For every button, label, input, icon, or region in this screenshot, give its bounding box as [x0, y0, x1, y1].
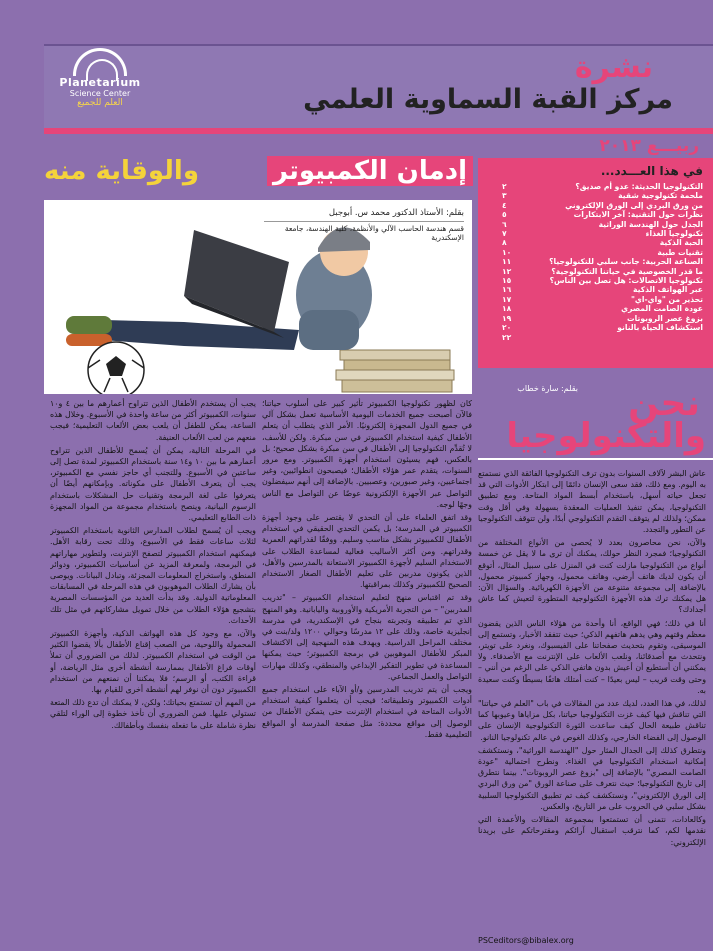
toc-item[interactable] [502, 210, 703, 219]
toc-item-page: ٢٢ [502, 332, 512, 342]
toc-item-page: ١٩ [502, 313, 512, 323]
toc-item-page: ١٠ [502, 247, 512, 257]
main-article-byline [264, 208, 464, 242]
toc-item-label: تكنولوجيا الغذاء [645, 229, 703, 239]
toc-item-label: الحبة الذكية [659, 238, 703, 248]
paragraph: والآن، نحن محاصرون بعدد لا يُحصى من الأنواع المختلفة من التكنولوجيا؛ فمجرد النظر حولك، يمكنك أن ترى ما لا يقل عن خمسة أنواع من التكنولوجيا مازلت كنت في المنزل على سبيل المثال، أتوقع أن يكون لديك هاتف أرضي، وهاتف محمول، وجهاز كمبيوتر محمول، بالإضافة إلى مجموعة متنوعة من الأجهزة الكهربائية. والسؤال الآن: هل يمكنك ترك هذه الأجهزة التكنولوجية المتطورة لتعيش كما عاش أجدادك؟ [478, 538, 706, 615]
toc-item[interactable] [502, 248, 703, 257]
toc-item[interactable] [502, 267, 703, 276]
toc-item-page: ٣ [502, 191, 507, 201]
toc-item-page: ٤ [502, 200, 507, 210]
toc-item-page: ٢٠ [502, 323, 512, 333]
paragraph: ويجب أن يتم تدريب المدرسين و/أو الآباء على استخدام جميع أدوات الكمبيوتر وتطبيقاته؛ فيجب أن يتعلموا كيفية استخدام الأدوات المتاحة في استخدام الإنترنت حتى يتمكن الأطفال من الوصول إلى مواقع محددة: مثل صفحة المدرسة أو المواقع التعليمية فقط. [262, 685, 472, 739]
toc-item[interactable] [502, 295, 703, 304]
toc-item-label: تقنيات طبية [657, 247, 703, 257]
toc-item-page: ٧ [502, 229, 507, 239]
toc-item-label: ملحمة تكنولوجية شقية [618, 191, 703, 201]
editorial-title-line1: نحن [628, 383, 700, 424]
paragraph: وكالعادات، نتمنى أن تستمتعوا بمجموعة المقالات والأعمدة التي نقدمها لكم، كما نترقب استقبال آرائكم ومقترحاتكم على بريدنا الإلكتروني: [478, 815, 706, 847]
toc-item[interactable] [502, 314, 703, 323]
toc-item[interactable] [502, 333, 703, 342]
toc-item-label: الصناعة الحربية: جانب سلبي للتكنولوجيا؟ [549, 257, 703, 267]
paragraph: أنا في ذلك؛ فهي الواقع، أنا وأحدة من هؤلاء الناس الذين يقضون معظم وقتهم وهي يدهم هاتفهم الذكي؛ حيث تتفقد الأخبار، وتستمع إلى الموسيقى، وتقوم بتحديث صفحاتنا على الفيسبوك، ونغرد على تويتر، ونتحدث مع أصدقائنا، ونلعب الألعاب على الإنترنت مع الأصدقاء. ولا يمكنني أن أستطيع أن أعيش بدون هاتفي الذكي على الرغم من أنني – وحتى وقت قريب – ليس بعيدًا – كنت أمتلك هاتفًا بسيطًا وكنت سعيدة به. [478, 618, 706, 695]
toc-item[interactable] [502, 323, 703, 332]
toc-item[interactable] [502, 191, 703, 200]
paragraph: عاش البشر لآلاف السنوات بدون ترف التكنولوجيا الفائقة الذي نستمتع به اليوم. ومع ذلك، فقد سعى الإنسان دائمًا إلى ابتكار الأدوات التي قد تجعل حياته أسهل، باستخدام أبسط المواد المتاحة. ومع تطبيق التكنولوجيا، يمكن تنفيذ العمليات المعقدة بسهولة وفي أقل وقت ممكن؛ ولذلك لم يتوقف التقدم التكنولوجي أبدًا، ولن تتوقف التكنولوجيا عن التطور والتجدد. [478, 469, 706, 535]
planetarium-logo [50, 48, 150, 118]
toc-item-page: ٨ [502, 238, 507, 248]
paragraph: في المرحلة التالية، يمكن أن يُسمح للأطفال الذين تتراوح أعمارهم ما بين ١٠ و١٤ سنة باستخدام الكمبيوتر لمدة تصل إلى ساعتين في الأسبوع. وللتجنب أي حاجز نفسي مع الكمبيوتر، يجب أن يتعرف الأطفال على مكوناته. وبإمكانهم أيضًا أن يتعرفوا على لغة البرمجة وتقنيات حل المشكلات باستخدام الرسوم البيانية، وينصح باستخدام مجموعة من المواد المجهزة ذات الطابع التعليمي. [50, 445, 256, 523]
masthead-band [44, 128, 713, 134]
center-title: مركز القبة السماوية العلمي [303, 84, 673, 115]
paragraph: ويجب أن يُسمح لطلاب المدارس الثانوية باستخدام الكمبيوتر لثلاث ساعات فقط في الأسبوع، وذلك تحت رقابة الأهل. فيمكنهم استخدام الكمبيوتر لتصفح الإنترنت، ولتطوير مهاراتهم في البرمجة، ولمعرفة المزيد عن أساسيات الكمبيوتر، ودوائر المنطق، واستخراج المعلومات المجزئة، وتبادل البيانات. ويوصى بأن يشارك الطلاب الموهوبون في هذه المرحلة في المسابقات المعلوماتية الدولية. وقد بدأت العديد من المؤسسات المصرية بتشجيع هؤلاء الطلاب من خلال تمويل مشاركاتهم في مثل تلك الأحداث. [50, 526, 256, 625]
toc-item-label: استكشاف الحياة بالنانو [617, 323, 703, 333]
toc-item[interactable] [502, 201, 703, 210]
toc-title: في هذا العـــدد... [600, 164, 703, 178]
toc-item-page: ١٢ [502, 266, 512, 276]
toc-item-label: نظرات حول التقنية: آخر الابتكارات [573, 210, 703, 220]
toc-item-label: تكنولوجيا الاتصالات: هل تصل بين الناس؟ [549, 276, 703, 286]
toc-item-label: عودة الصامت المصري [621, 304, 703, 314]
editorial-title-line2: والتكنولوجيا [506, 416, 706, 456]
byline-affiliation: قسم هندسة الحاسب الآلي والأنظمة، كلية الهندسة، جامعة الإسكندرية [264, 221, 464, 242]
toc-item[interactable] [502, 229, 703, 238]
paragraph: وقد تم اقتباس منهج لتعليم استخدام الكمبيوتر – "تدريب المدربين" – من التجربة الأمريكية والأوروبية واليابانية. وهو المنهج الذي تم تطبيقه وتجربته بنجاح في الإسكندرية، في مدرسة إنجليزية خاصة، وذلك على ١٢ مدرسًا وحوالي ١٢٠٠ ولد/بنت في مختلف المراحل الدراسية. ويهدف هذه المنهجية إلى الاكتشاف المبكر للأطفال الموهوبين في برمجة الكمبيوتر؛ حيث يمكنها المساعدة في تطوير التفكير الإبداعي والمنطقي، وكذلك مهارات التواصل والعمل الجماعي. [262, 593, 472, 681]
logo-name: Planetarium [59, 76, 141, 89]
toc-item-page: ١٥ [502, 276, 512, 286]
table-of-contents [478, 158, 713, 368]
main-article-title-part2: والوقاية منه [44, 156, 199, 186]
toc-item-label: من ورق البردي إلى الورق الإلكتروني [565, 200, 703, 210]
toc-item-page: ١٦ [502, 285, 512, 295]
paragraph: والآن، مع وجود كل هذه الهواتف الذكية، وأجهزة الكمبيوتر المحمولة واللوحية، من الصعب إقناع الأطفال بألا يقضوا الكثير من الوقت في استخدام الكمبيوتر. لذلك من الضروري أن تملأ أوقات فراغ الأطفال بممارسة أنشطة أخرى مثل الرياضة، أو قراءة الكتب، أو الرسم؛ فلا يمكننا أن نمنعهم من استخدام الكمبيوتر دون أن نوفر لهم أنشطة أخرى للقيام بها. [50, 629, 256, 695]
toc-item-page: ١١ [502, 257, 512, 267]
toc-item[interactable] [502, 220, 703, 229]
toc-item[interactable] [502, 276, 703, 285]
paragraph: كان لظهور تكنولوجيا الكمبيوتر تأثير كبير على أسلوب حياتنا؛ فالآن أصبحت جميع الخدمات اليومية الأساسية تعمل بشكل آلي في جميع الدول المجهزة إلكترونيًا. الأمر الذي يتطلب أن يتعلم الأطفال كيفية استخدام الكمبيوتر في سن مبكرة. ولكن للأسف، لا تُقدِّم التكنولوجيا إلى الأطفال في سن مبكرة بشكل صحيح؛ بل بالعكس، فهم يسيئون استخدام أجهزة الكمبيوتر. ومع مرور السنوات، يتقدم عمر هؤلاء الأطفال؛ فيصبحون انطوائيين، وغير اجتماعيين، وغير صبورين، وعصبيين. بالإضافة إلى أنهم سيفضلون التواصل عبر الأجهزة الإلكترونية عوضًا عن التواصل مع الناس وجهًا لوجه. [262, 399, 472, 509]
paragraph: لذلك، في هذا العدد، لديك عدد من المقالات في باب "العلم في حياتنا" التي تناقش فيها كيف غزت التكنولوجيا حياتنا، بكل مزاياها وعيوبها كما تناقش طبيعة الحال كيف ساعدت الثورة التكنولوجية الإنسان على الوصول إلى الفضاء الخارجي، وكذلك الغوص في عالم تكنولوجيا النانو. [478, 699, 706, 742]
logo-sub: Science Center [69, 89, 131, 98]
toc-item-label: التكنولوجيا الحديثة: عدو أم صديق؟ [575, 182, 703, 191]
toc-item-page: ٢ [502, 182, 507, 191]
paragraph: ونتطرق كذلك إلى الجدال المثار حول "الهندسة الوراثية"، ونستكشف إمكانية استخدام التكنولوجيا في الغذاء. ونطرح احتمالية "عودة الصامت المصري" بالإضافة إلى "بزوغ عصر الروبوتات". بينما نتطرق إلى تاريخ التكنولوجيا؛ حيث نتعرف على صناعة الورق "من ورق البردي إلى الورق الإلكتروني"، ونستكشف كيف تم تطبيق التكنولوجيا السلبية بشكل سلبي في الحروب على مر التاريخ، والعكس. [478, 745, 706, 811]
paragraph: من المهم أن تستمتع بحياتك؛ ولكن، لا يمكنك أن تدع ذلك المتعة تستولي عليها. فمن الضروري أن تأخذ خطوة إلى الوراء لتلقي نظرة شاملة على ما تفعله بنفسك وبأطفالك. [50, 698, 256, 730]
toc-item-page: ١٨ [502, 304, 512, 314]
editorial-author: بقلم: سارة خطاب [517, 384, 578, 393]
byline-author: بقلم: الأستاذ الدكتور محمد س. أبوجبل [328, 208, 464, 218]
toc-item-page: ٥ [502, 210, 507, 220]
toc-item[interactable] [502, 304, 703, 313]
toc-item[interactable] [502, 238, 703, 247]
editorial-text-column [478, 468, 706, 946]
toc-item[interactable] [502, 257, 703, 266]
toc-item-label: بزوغ عصر الروبوتات [626, 313, 703, 323]
paragraph: يجب أن يستخدم الأطفال الذين تتراوح أعمارهم ما بين ٤ و١٠ سنوات، الكمبيوتر أكثر من ساعة واحدة في الأسبوع. وخلال هذه الساعة، يمكن للطفل أن يلعب بعض الألعاب التعليمية؛ فيجب منعهم من لعب الألعاب العنيفة. [50, 399, 256, 442]
editorial-rule [478, 458, 713, 460]
toc-list [502, 182, 703, 342]
toc-item-label: ما قدر الخصوصية في حياتنا التكنولوجية؟ [551, 266, 703, 276]
toc-item-label: الجدل حول الهندسة الوراثية [598, 219, 703, 229]
toc-item[interactable] [502, 285, 703, 294]
dome-icon [73, 48, 127, 76]
issue-season: ربيـــع ٢٠١٣ [599, 136, 699, 156]
editor-email[interactable]: PSCeditors@bibalex.org [478, 936, 574, 945]
article-photo [44, 200, 472, 394]
toc-item-label: تحذير من "واي-اي" [630, 294, 703, 304]
article-text-column-middle [262, 398, 472, 946]
toc-item-page: ٦ [502, 219, 507, 229]
article-text-column-left [50, 398, 256, 946]
toc-item[interactable] [502, 182, 703, 191]
paragraph: وقد اتفق العلماء على أن التحدي لا يقتصر على وجود أجهزة الكمبيوتر في المدرسة؛ بل يكمن التحدي الحقيقي في استخدام الأطفال للكمبيوتر بشكل مناسب وسليم. ووفقًا لقدراتهم العمرية وقدراتهم. ومن أكثر الأساليب فعالية لمساعدة الطلاب على الاستخدام السليم لأجهزة الكمبيوتر الاستعانة بالمدرسين والأهل، الذين يكونون مدربين على تعليم الأطفال الصغار الاستخدام الصحيح للكمبيوتر وكذلك بمراقبتها. [262, 513, 472, 590]
toc-item-page: ١٧ [502, 294, 512, 304]
logo-tagline: العلم للجميع [77, 98, 123, 108]
main-article-title-part1: إدمان الكمبيوتر [267, 156, 473, 186]
newsletter-label: نشرة [574, 50, 653, 85]
toc-item-label: عبر الهواتف الذكية [633, 285, 703, 295]
